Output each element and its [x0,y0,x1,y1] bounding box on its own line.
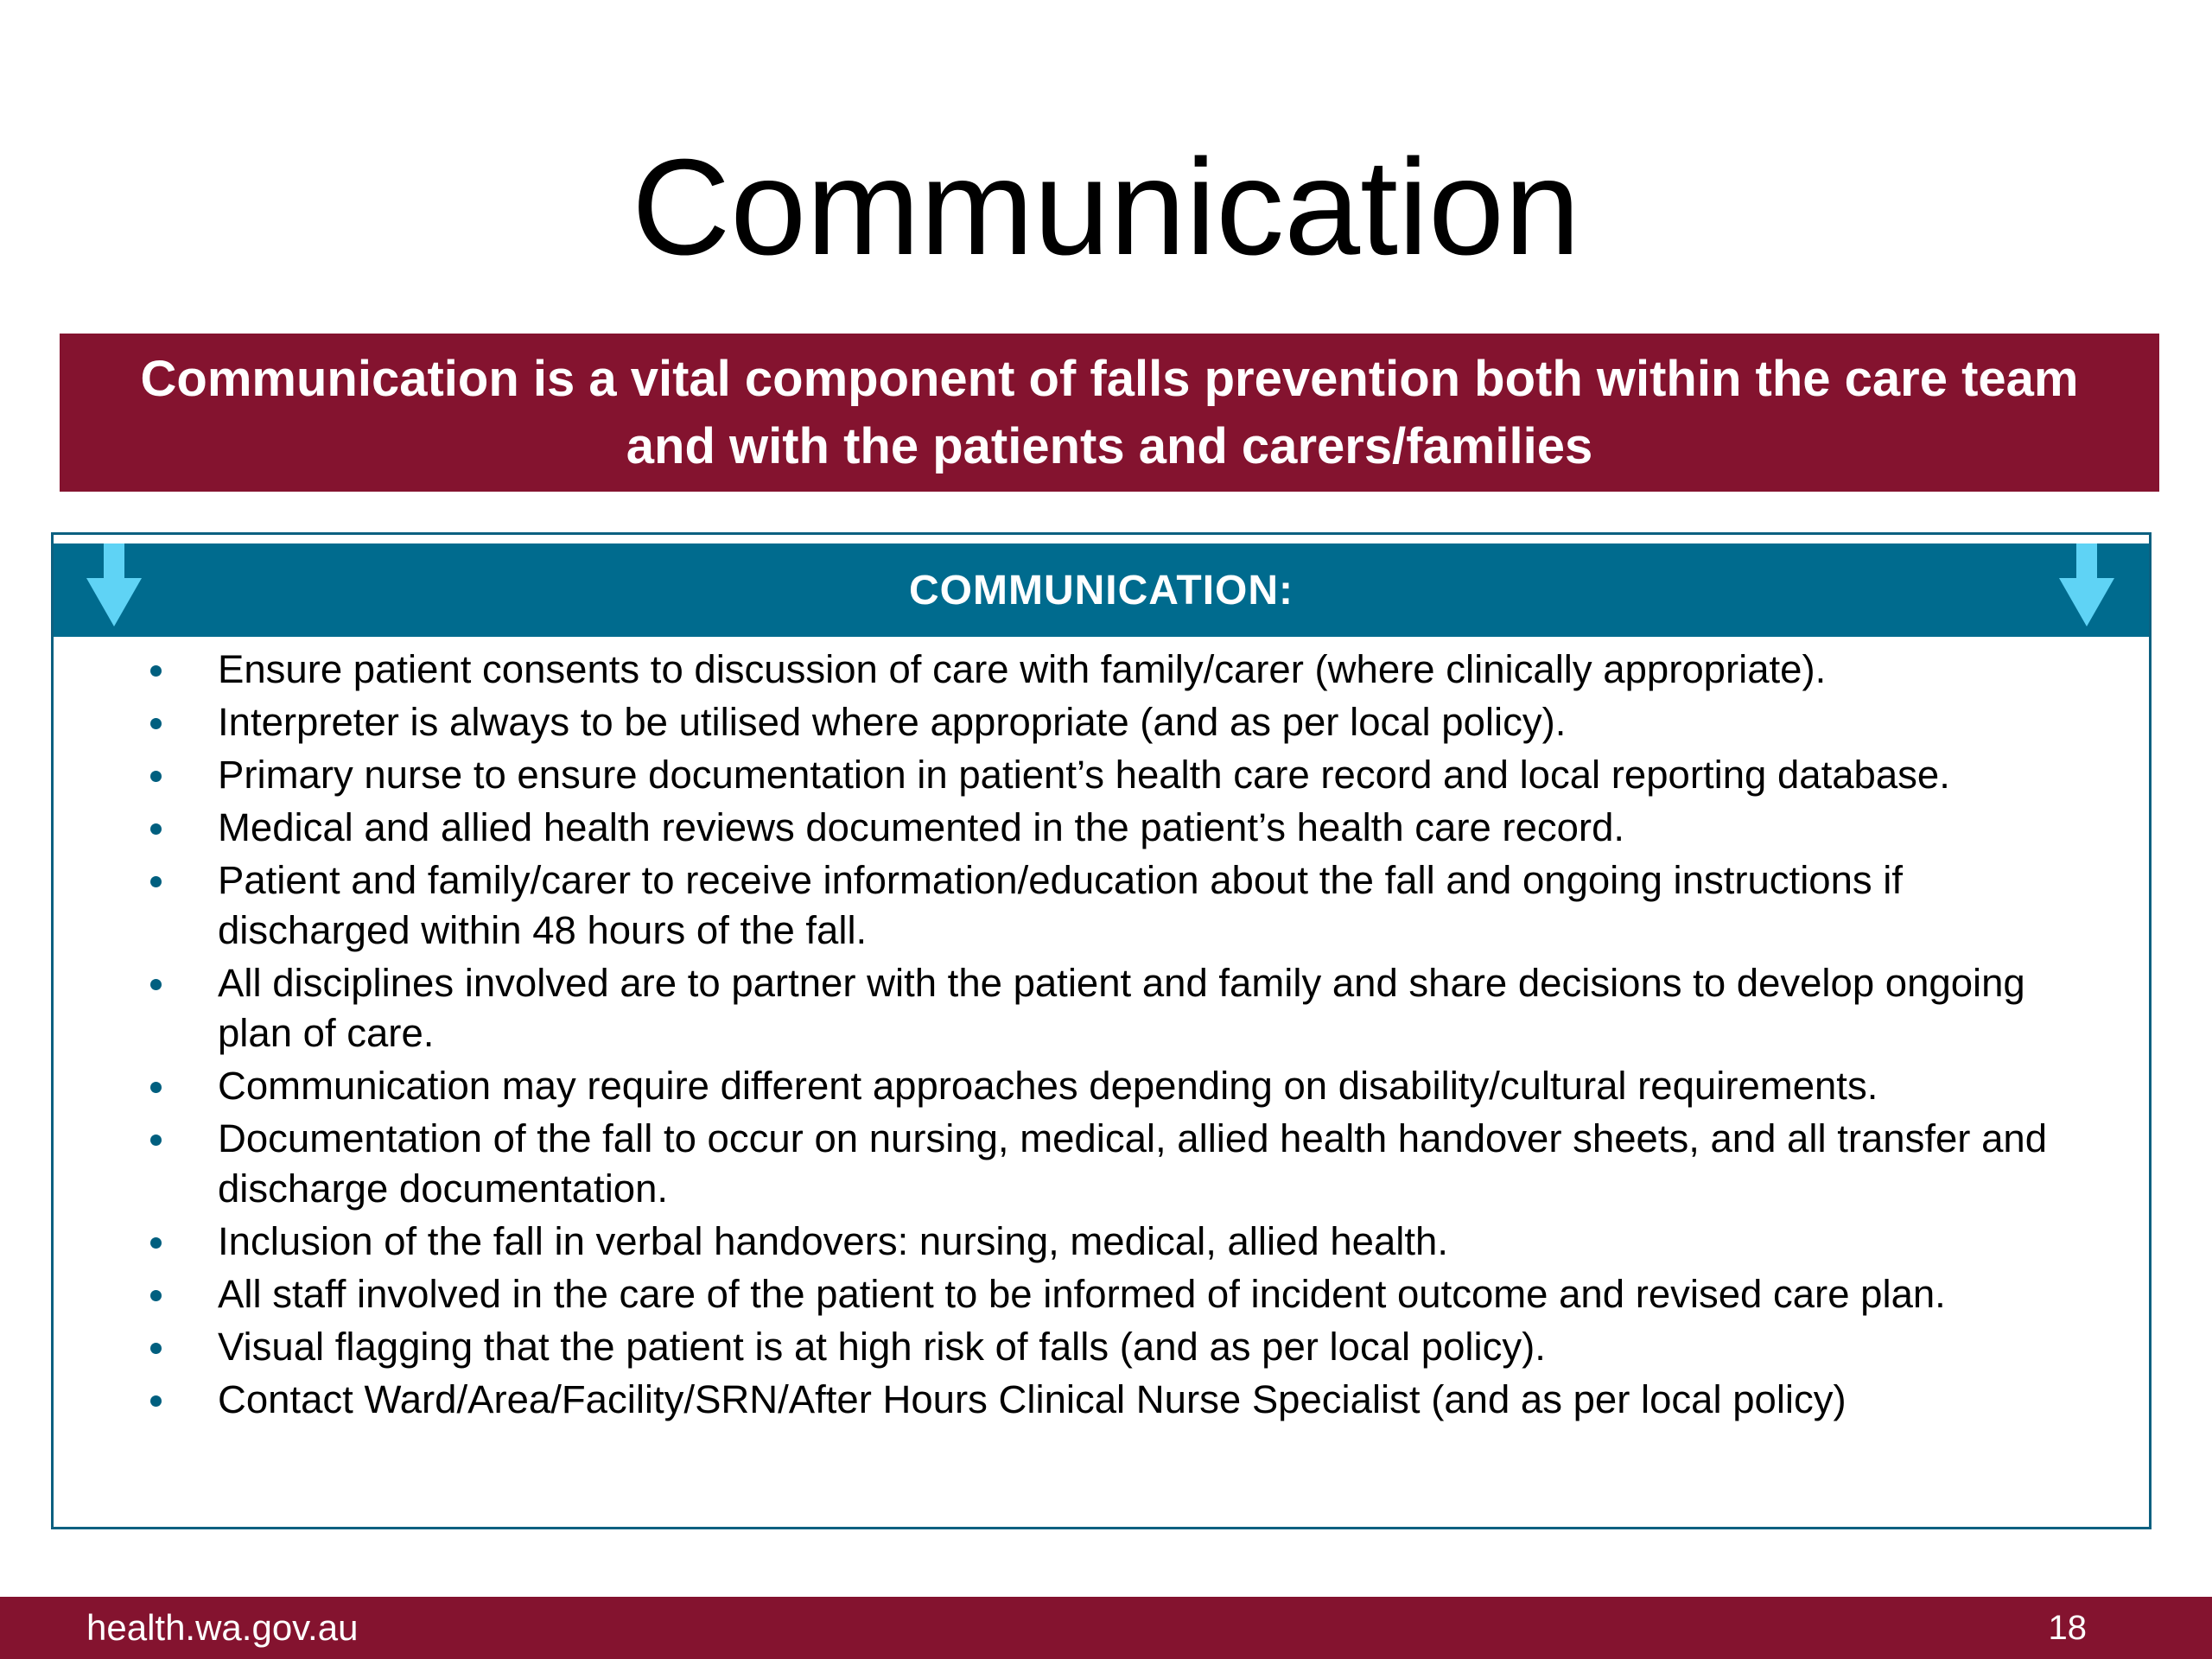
bullet-icon [150,876,162,887]
list-item [54,645,2149,695]
bullet-icon [150,1135,162,1146]
list-item [54,697,2149,747]
list-item [54,1114,2149,1214]
footer-url[interactable]: health.wa.gov.au [86,1607,359,1648]
bullet-icon [150,1290,162,1301]
list-item-text: Interpreter is always to be utilised where appropriate (and as per local policy). [218,700,1567,744]
list-item-text: Communication may require different approaches depending on disability/cultural requirements. [218,1064,1878,1108]
list-item [54,1061,2149,1111]
list-item [54,958,2149,1058]
list-item-text: Primary nurse to ensure documentation in patient’s health care record and local reporting database. [218,753,1950,797]
list-item-text: Patient and family/carer to receive information/education about the fall and ongoing instructions if discharged within 48 hours of the fall. [218,858,1904,952]
slide-title: Communication [632,131,1580,283]
list-item [54,1269,2149,1319]
list-item [54,1322,2149,1372]
bullet-icon [150,1237,162,1249]
list-item-text: Contact Ward/Area/Facility/SRN/After Hours Clinical Nurse Specialist (and as per local policy) [218,1377,1847,1421]
bullet-icon [150,718,162,729]
list-item-text: Visual flagging that the patient is at high risk of falls (and as per local policy). [218,1325,1546,1369]
bullet-icon [150,665,162,677]
banner-text: Communication is a vital component of falls prevention both within the care team and with the patients and carers/families [140,350,2079,474]
down-arrow-icon [2059,543,2114,626]
list-item [54,1217,2149,1267]
footer-bar [0,1597,2212,1659]
list-item-text: Inclusion of the fall in verbal handovers: nursing, medical, allied health. [218,1219,1448,1263]
panel-header-label: COMMUNICATION: [908,567,1294,613]
bullet-icon [150,979,162,990]
panel-header [54,543,2149,637]
key-message-banner [60,334,2159,492]
page-number: 18 [2048,1609,2087,1647]
list-item-text: Documentation of the fall to occur on nursing, medical, allied health handover sheets, and all transfer and discharge documentation. [218,1116,2048,1211]
bullet-icon [150,1343,162,1354]
list-item-text: All disciplines involved are to partner with the patient and family and share decisions to develop ongoing plan of care. [218,961,2025,1055]
list-item [54,803,2149,853]
list-item [54,855,2149,956]
down-arrow-icon [86,543,142,626]
communication-panel [51,532,2152,1529]
list-item-text: All staff involved in the care of the patient to be informed of incident outcome and revised care plan. [218,1272,1946,1316]
list-item-text: Ensure patient consents to discussion of care with family/carer (where clinically appropriate). [218,647,1827,691]
bullet-list [54,645,2149,1427]
list-item [54,750,2149,800]
list-item [54,1375,2149,1425]
bullet-icon [150,771,162,782]
bullet-icon [150,1082,162,1093]
list-item-text: Medical and allied health reviews documented in the patient’s health care record. [218,805,1625,849]
bullet-icon [150,1395,162,1407]
bullet-icon [150,823,162,835]
